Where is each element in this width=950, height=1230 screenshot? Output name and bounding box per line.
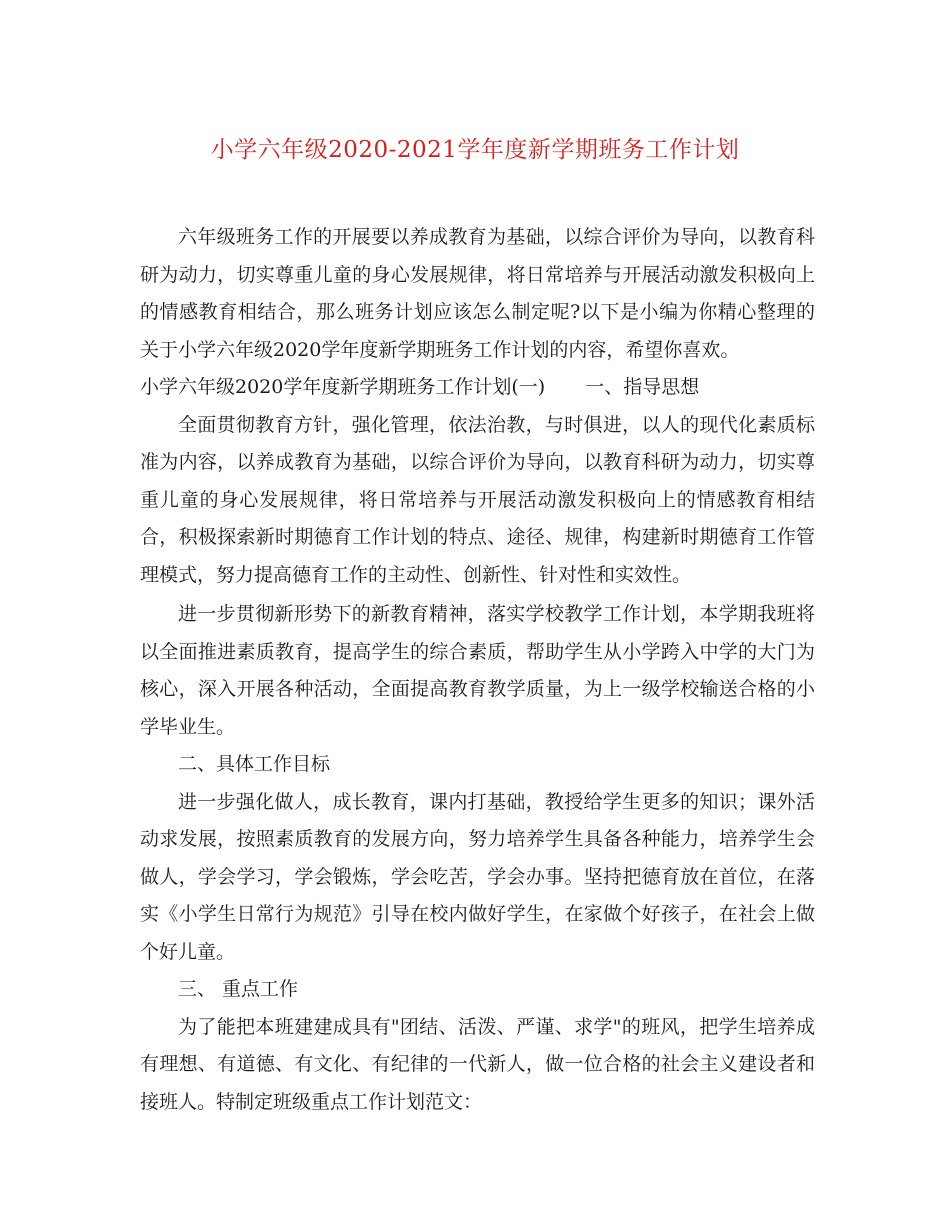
paragraph-key-work: 为了能把本班建建成具有"团结、活泼、严谨、求学"的班风，把学生培养成有理想、有道德、有文化、有纪律的一代新人，做一位合格的社会主义建设者和接班人。特制定班级重点工作计划范文： bbox=[140, 1015, 815, 1113]
heading-key-work: 三、 重点工作 bbox=[178, 978, 299, 1000]
paragraph-further-implementation: 进一步贯彻新形势下的新教育精神，落实学校教学工作计划，本学期我班将以全面推进素质教育，提高学生的综合素质，帮助学生从小学跨入中学的大门为核心，深入开展各种活动，全面提高教育教学质量，为上一级学校输送合格的小学毕业生。 bbox=[140, 603, 815, 738]
heading-specific-goals: 二、具体工作目标 bbox=[178, 753, 331, 775]
section-label-row bbox=[140, 369, 815, 407]
paragraph-specific-goals: 进一步强化做人，成长教育，课内打基础，教授给学生更多的知识；课外活动求发展，按照素质教育的发展方向，努力培养学生具备各种能力，培养学生会做人，学会学习，学会锻炼，学会吃苦，学会办事。坚持把德育放在首位，在落实《小学生日常行为规范》引导在校内做好学生，在家做个好孩子，在社会上做个好儿童。 bbox=[140, 790, 815, 963]
section-spacer bbox=[545, 369, 585, 407]
paragraph-guiding-ideology: 全面贯彻教育方针，强化管理，依法治教，与时俱进，以人的现代化素质标准为内容，以养成教育为基础，以综合评价为导向，以教育科研为动力，切实尊重儿童的身心发展规律，将日常培养与开展活动激发积极向上的情感教育相结合，积极探索新时期德育工作计划的特点、途径、规律，构建新时期德育工作管理模式，努力提高德育工作的主动性、创新性、针对性和实效性。 bbox=[140, 413, 815, 586]
document-body bbox=[140, 219, 815, 1121]
section-label: 小学六年级2020学年度新学期班务工作计划(一) bbox=[140, 376, 546, 398]
heading-guiding-ideology: 一、指导思想 bbox=[585, 376, 700, 398]
document-title: 小学六年级2020-2021学年度新学期班务工作计划 bbox=[210, 137, 740, 163]
intro-paragraph: 六年级班务工作的开展要以养成教育为基础，以综合评价为导向，以教育科研为动力，切实尊重儿童的身心发展规律，将日常培养与开展活动激发积极向上的情感教育相结合，那么班务计划应该怎么制定呢?以下是小编为你精心整理的关于小学六年级2020学年度新学期班务工作计划的内容，希望你喜欢。 bbox=[140, 226, 815, 361]
